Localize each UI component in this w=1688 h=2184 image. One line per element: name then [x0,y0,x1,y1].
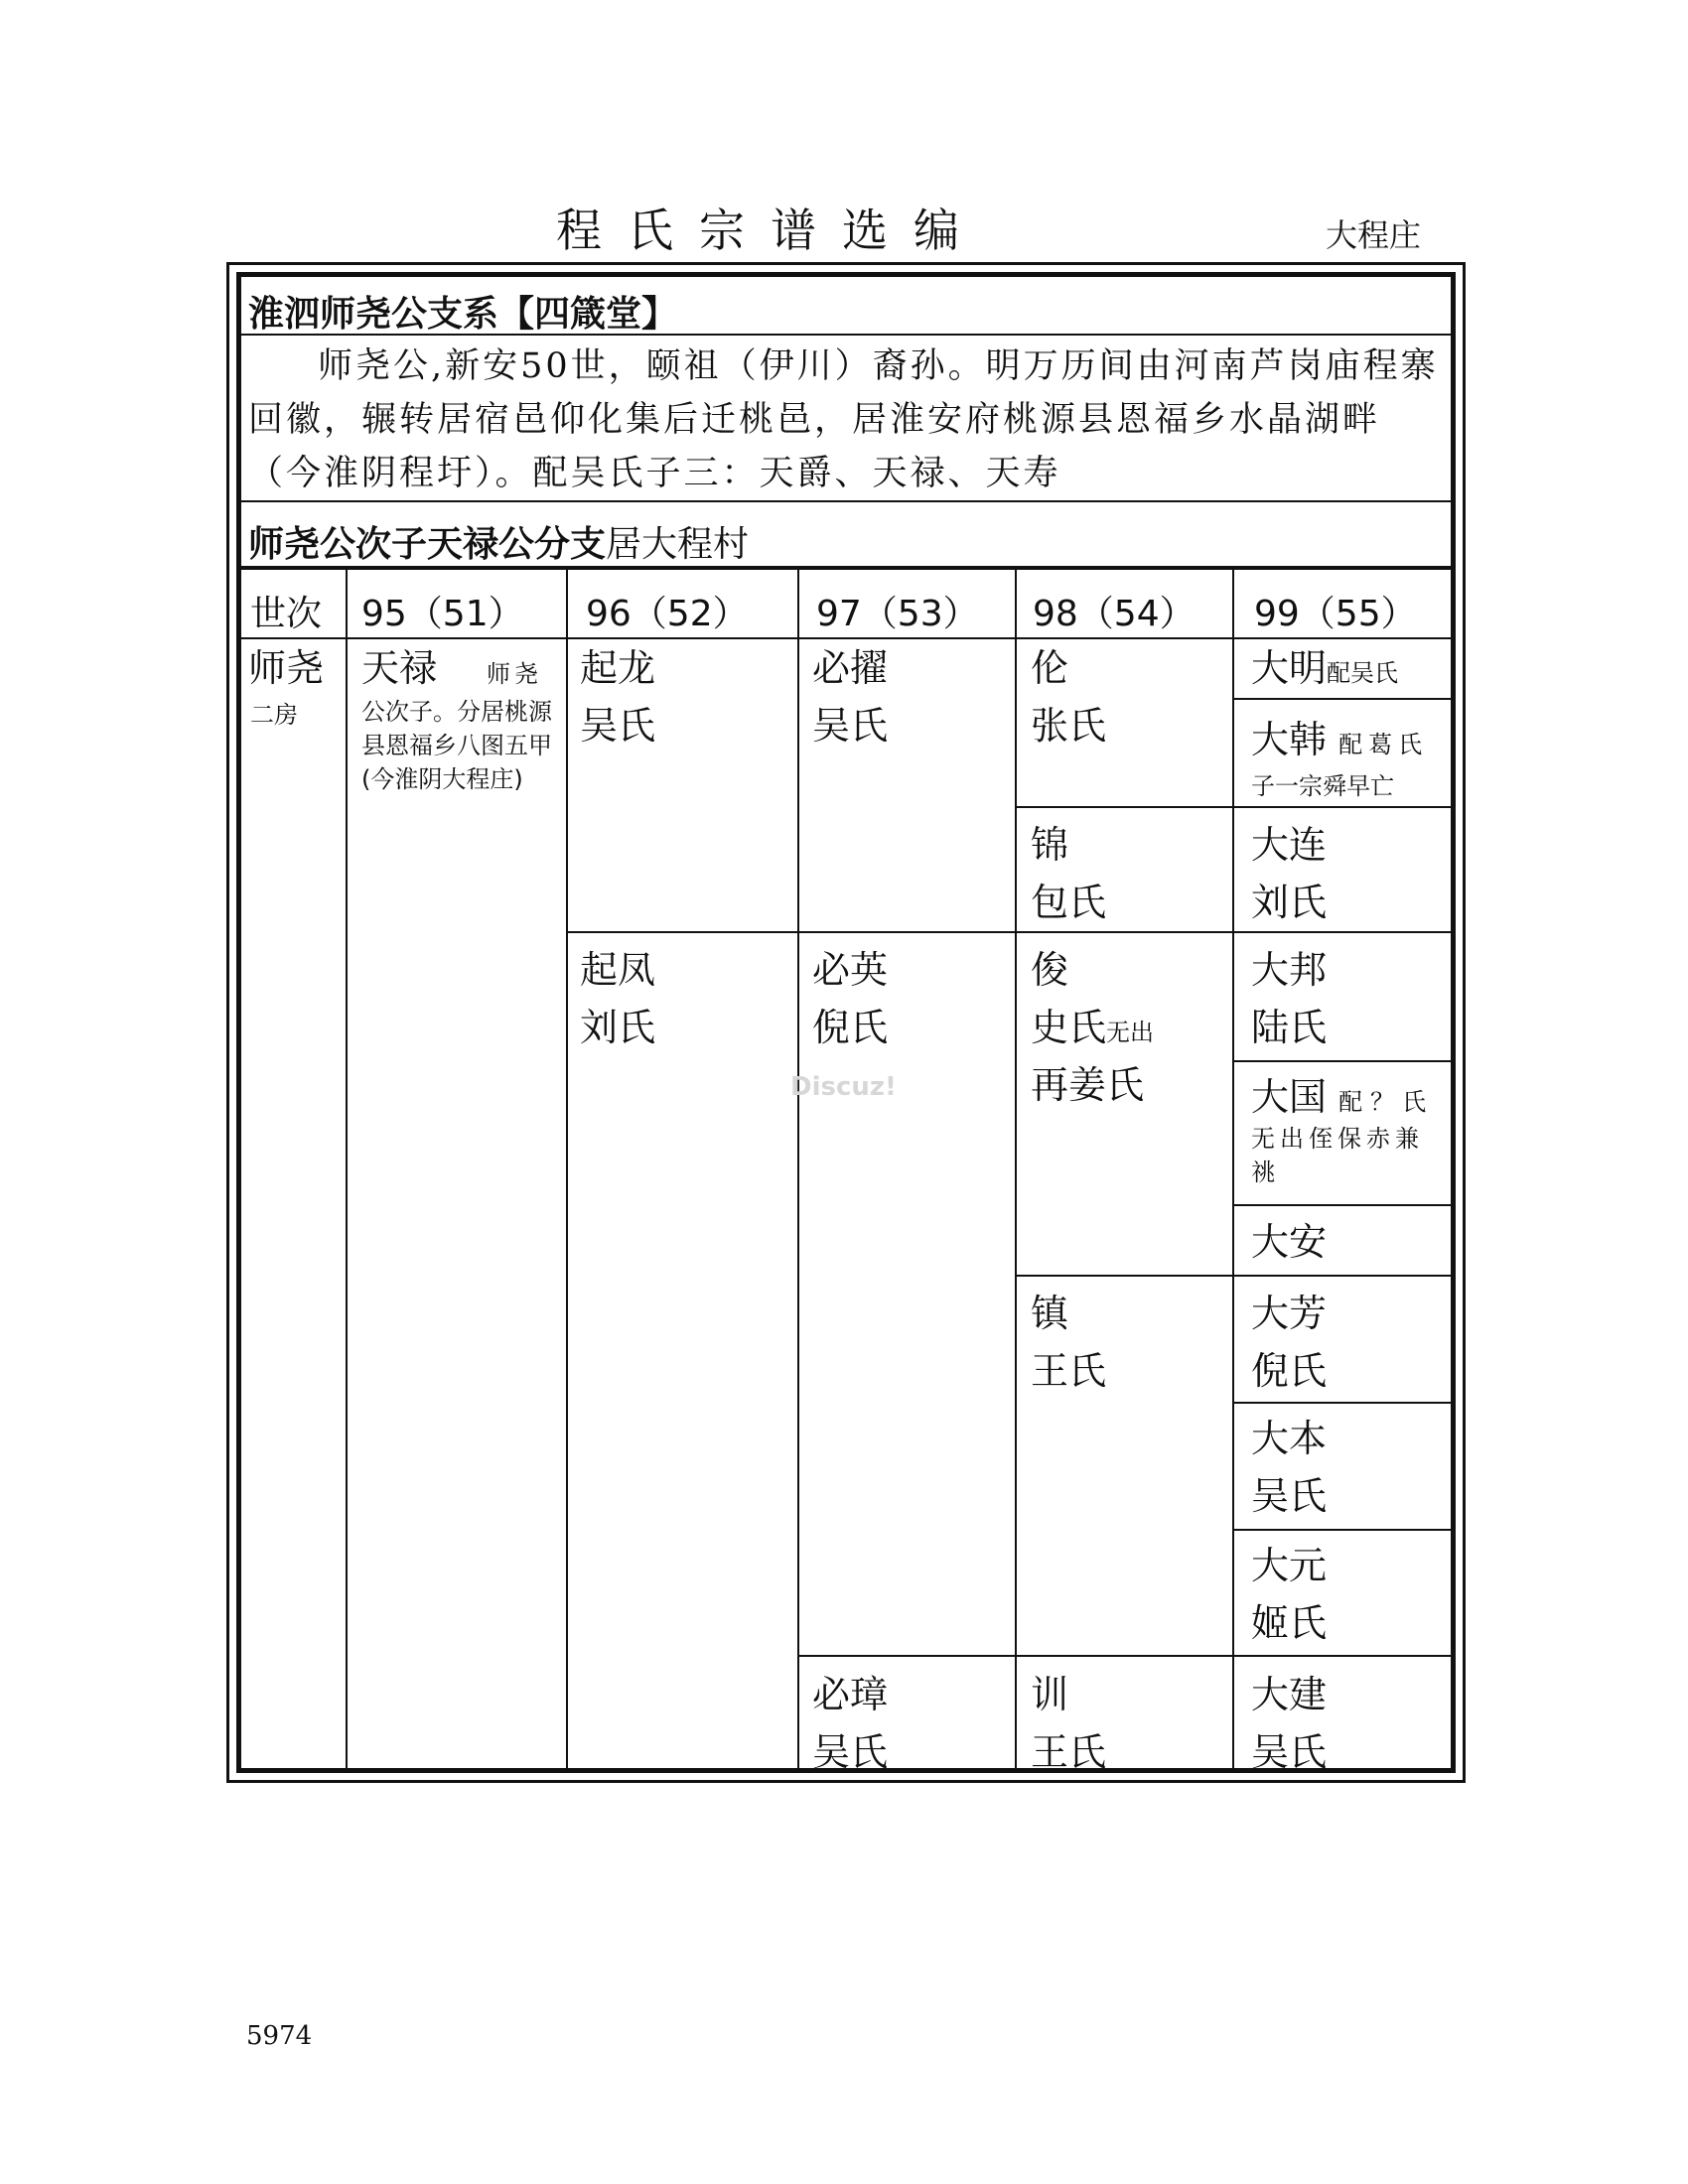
document-title: 程氏宗谱选编 [556,204,985,257]
row-rule-99d [1232,1402,1451,1404]
gen96-qifeng-name: 起凤 [580,948,656,992]
col-rule-1 [346,570,348,1769]
col-header-96: 96（52） [586,594,749,634]
gen95-note-inline: 师尧 [487,660,542,688]
gen97-bizhuo-name: 必擢 [812,646,889,690]
col-rule-3 [797,570,799,1769]
gen99-daguo-name: 大国 [1251,1075,1328,1119]
gen99-dalian-name: 大连 [1251,823,1328,867]
gen98-jun-spouse-name: 史氏 [1031,1006,1107,1049]
gen98-jin-name: 锦 [1031,823,1069,867]
subbranch-location: 居大程村 [606,524,750,565]
gen96-qilong-name: 起龙 [580,646,656,690]
col-header-99: 99（55） [1254,594,1417,634]
branch-title: 淮泗师尧公支系【四箴堂】 [248,294,678,335]
subbranch-title [248,516,749,567]
gen98-zhen-spouse: 王氏 [1031,1349,1107,1393]
row-rule-98a [1015,806,1451,808]
gen96-qilong-spouse: 吴氏 [580,704,656,748]
gen99-dafang-name: 大芳 [1251,1292,1328,1335]
gen98-jun-spouse2: 再姜氏 [1031,1063,1145,1107]
col-header-98: 98（54） [1033,594,1196,634]
gen99-daming [1251,639,1398,702]
gen98-jin-spouse: 包氏 [1031,881,1107,924]
gen0-note: 二房 [250,701,298,729]
gen97-bizhang-name: 必璋 [812,1673,889,1716]
gen99-dalian-spouse: 刘氏 [1251,881,1328,924]
col-rule-5 [1232,570,1234,1769]
gen99-dahan [1251,711,1428,773]
gen96-qifeng-spouse: 刘氏 [580,1006,656,1049]
gen99-dabang-name: 大邦 [1251,948,1328,992]
row-rule-99e [1232,1529,1451,1531]
col-rule-4 [1015,570,1017,1769]
gen95-name: 天禄 [361,646,438,690]
gen99-dabang-spouse: 陆氏 [1251,1006,1328,1049]
row-rule-97 [797,1655,1451,1657]
gen0-name: 师尧 [248,646,325,690]
subbranch-bold: 师尧公次子天禄公分支 [248,524,607,565]
col-header-95: 95（51） [361,594,524,634]
gen98-xun-name: 训 [1031,1673,1069,1716]
gen97-biying-name: 必英 [812,948,889,992]
gen95-note: 公次子。分居桃源县恩福乡八图五甲(今淮阴大程庄) [361,698,552,793]
gen98-zhen-name: 镇 [1031,1292,1069,1335]
gen99-daming-note: 配吴氏 [1327,659,1399,687]
gen99-daben-name: 大本 [1251,1417,1328,1460]
gen99-daguo-note-inline: 配？氏 [1338,1088,1435,1116]
gen98-lun-spouse: 张氏 [1031,704,1107,748]
gen99-dafang-spouse: 倪氏 [1251,1349,1328,1393]
gen99-daguo-note: 无出侄保赤兼祧 [1251,1125,1424,1186]
col-header-97: 97（53） [816,594,979,634]
col-header-generation: 世次 [250,594,323,634]
gen98-jun-name: 俊 [1031,948,1069,992]
gen99-dajian-spouse: 吴氏 [1251,1730,1328,1774]
gen99-dajian-name: 大建 [1251,1673,1328,1716]
row-rule-98b [1015,1275,1451,1277]
gen98-lun-name: 伦 [1031,646,1069,690]
gen97-biying-spouse: 倪氏 [812,1006,889,1049]
gen98-jun-spouse [1031,999,1154,1061]
gen99-dahan-note-inline: 配葛氏 [1338,731,1429,758]
gen97-bizhang-spouse: 吴氏 [812,1730,889,1774]
gen99-dayuan-spouse: 姬氏 [1251,1601,1328,1645]
gen97-bizhuo-spouse: 吴氏 [812,704,889,748]
col-rule-2 [566,570,568,1769]
row-rule-96 [566,931,1451,933]
gen99-daben-spouse: 吴氏 [1251,1474,1328,1518]
row-rule-99b [1232,1060,1451,1062]
watermark: Discuz! [790,1072,897,1102]
gen99-dayuan-name: 大元 [1251,1544,1328,1587]
gen99-daan-name: 大安 [1251,1220,1328,1264]
gen98-jun-spouse-note: 无出 [1106,1019,1155,1046]
intro-paragraph [248,340,1450,500]
gen98-xun-spouse: 王氏 [1031,1730,1107,1774]
gen99-dahan-note: 子一宗舜早亡 [1251,772,1394,800]
intro-text: 师尧公,新安50世，颐祖（伊川）裔孙。明万历间由河南芦岗庙程寨回徽，辗转居宿邑仰化集后迁桃邑，居淮安府桃源县恩福乡水晶湖畔（今淮阴程圩）。配吴氏子三：天爵、天禄、天寿 [248,346,1439,493]
page-number: 5974 [246,2021,313,2051]
gen99-daming-name: 大明 [1251,646,1328,690]
row-rule-99c [1232,1204,1451,1206]
document-place: 大程庄 [1326,216,1422,254]
gen99-dahan-name: 大韩 [1251,718,1328,761]
rule-intro [241,500,1451,502]
